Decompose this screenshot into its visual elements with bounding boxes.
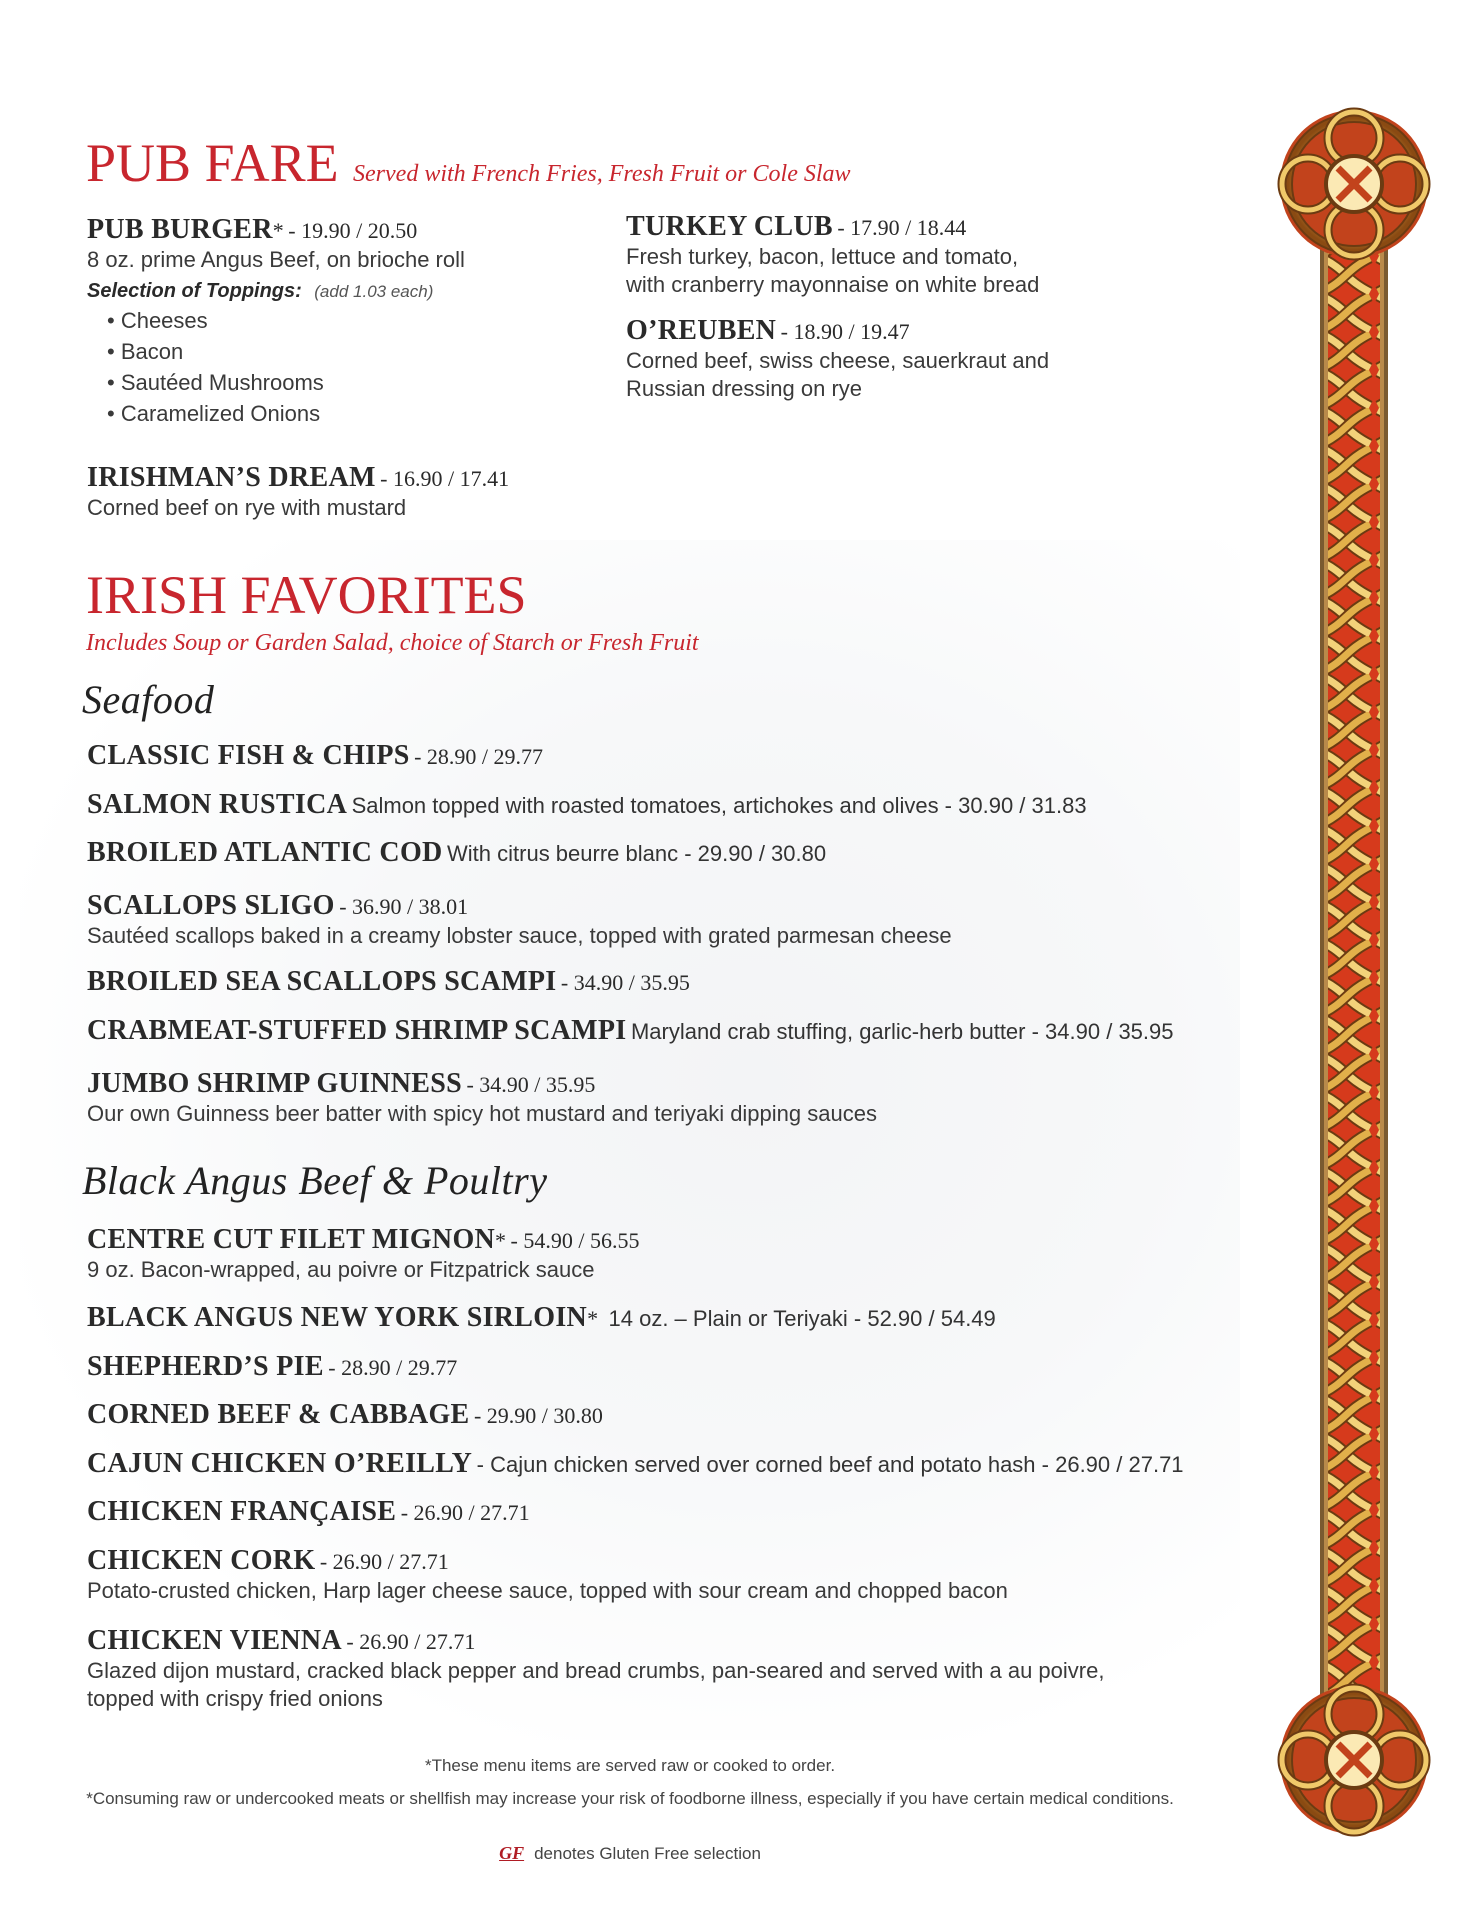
item-name: CENTRE CUT FILET MIGNON	[87, 1224, 496, 1255]
toppings-header	[87, 280, 627, 303]
oreuben	[626, 315, 1086, 403]
menu-item-cajun-chicken	[87, 1448, 1184, 1480]
item-name: CLASSIC FISH & CHIPS	[87, 740, 410, 771]
item-desc: topped with crispy fried onions	[87, 1686, 383, 1711]
gf-label: GF	[499, 1843, 525, 1863]
menu-item-ny-sirloin	[87, 1302, 996, 1334]
pub-fare-header	[86, 133, 851, 193]
item-desc: Sautéed scallops baked in a creamy lobster sauce, topped with grated parmesan cheese	[87, 923, 952, 948]
item-price: - 18.90 / 19.47	[780, 319, 910, 344]
item-inline-desc: With citrus beurre blanc - 29.90 / 30.80	[447, 841, 827, 866]
turkey-club	[626, 211, 1086, 299]
item-name: SHEPHERD’S PIE	[87, 1351, 324, 1382]
irish-favorites-title: IRISH FAVORITES	[86, 565, 527, 625]
celtic-knot-bottom	[1280, 1686, 1428, 1834]
celtic-border-ornament	[1262, 104, 1446, 1840]
item-name: TURKEY CLUB	[626, 211, 833, 242]
celtic-knot-top	[1280, 110, 1428, 258]
menu-item-scallops-sligo	[87, 890, 952, 950]
pub-fare-title: PUB FARE	[86, 133, 339, 193]
item-name: JUMBO SHRIMP GUINNESS	[87, 1068, 463, 1099]
item-name: SALMON RUSTICA	[87, 789, 348, 820]
item-price: - 29.90 / 30.80	[473, 1403, 603, 1428]
item-price: - 16.90 / 17.41	[380, 466, 510, 491]
footer-gf-note	[0, 1843, 1260, 1864]
menu-item-chicken-vienna	[87, 1625, 1104, 1713]
topping-item: • Sautéed Mushrooms	[107, 370, 324, 395]
topping-item: • Bacon	[107, 339, 184, 364]
item-price: - 34.90 / 35.95	[466, 1072, 596, 1097]
item-name: BROILED SEA SCALLOPS SCAMPI	[87, 966, 557, 997]
menu-item-atlantic-cod	[87, 837, 826, 869]
menu-item-fish-chips	[87, 740, 543, 772]
item-desc: Corned beef on rye with mustard	[87, 495, 407, 520]
footer-raw-note: *These menu items are served raw or cooked to order.	[424, 1756, 836, 1775]
irish-favorites-header	[86, 565, 699, 657]
menu-item-corned-beef	[87, 1399, 603, 1431]
menu-item-chicken-cork	[87, 1545, 1008, 1605]
item-price: - 26.90 / 27.71	[400, 1500, 530, 1525]
item-star: *	[587, 1306, 599, 1331]
menu-item-chicken-francaise	[87, 1496, 530, 1528]
item-desc: Our own Guinness beer batter with spicy hot mustard and teriyaki dipping sauces	[87, 1101, 877, 1126]
item-price: - 26.90 / 27.71	[346, 1629, 476, 1654]
toppings-note: (add 1.03 each)	[314, 282, 434, 301]
item-star: *	[272, 218, 284, 243]
menu-item-filet-mignon	[87, 1224, 639, 1284]
item-desc: Russian dressing on rye	[626, 376, 863, 401]
gf-text: denotes Gluten Free selection	[534, 1844, 761, 1863]
menu-item-crabmeat-shrimp	[87, 1015, 1174, 1047]
footer-warning: *Consuming raw or undercooked meats or shellfish may increase your risk of foodborne illness, especially if you have certain medical conditions.	[86, 1789, 1174, 1808]
menu-item-salmon-rustica	[87, 789, 1087, 821]
item-inline-desc: - Cajun chicken served over corned beef and potato hash - 26.90 / 27.71	[476, 1452, 1184, 1477]
item-price: - 28.90 / 29.77	[414, 744, 544, 769]
beef-poultry-heading: Black Angus Beef & Poultry	[82, 1158, 548, 1203]
item-inline-desc: Maryland crab stuffing, garlic-herb butter - 34.90 / 35.95	[630, 1019, 1174, 1044]
item-star: *	[495, 1228, 507, 1253]
topping-item: • Caramelized Onions	[107, 401, 321, 426]
topping-item: • Cheeses	[107, 308, 208, 333]
item-name: CHICKEN CORK	[87, 1545, 316, 1576]
item-price: - 26.90 / 27.71	[319, 1549, 449, 1574]
item-price: - 34.90 / 35.95	[560, 970, 690, 995]
item-desc: Fresh turkey, bacon, lettuce and tomato,	[626, 244, 1019, 269]
item-desc: with cranberry mayonnaise on white bread	[626, 272, 1040, 297]
pub-burger	[87, 214, 627, 429]
item-name: CORNED BEEF & CABBAGE	[87, 1399, 470, 1430]
irish-favorites-subtitle: Includes Soup or Garden Salad, choice of Starch or Fresh Fruit	[86, 630, 699, 656]
item-name: CHICKEN FRANÇAISE	[87, 1496, 397, 1527]
pub-fare-subtitle: Served with French Fries, Fresh Fruit or Cole Slaw	[353, 161, 851, 187]
item-price: - 54.90 / 56.55	[510, 1228, 640, 1253]
item-name: CHICKEN VIENNA	[87, 1625, 342, 1656]
toppings-label: Selection of Toppings:	[87, 280, 302, 302]
item-price: - 28.90 / 29.77	[328, 1355, 458, 1380]
item-name: IRISHMAN’S DREAM	[87, 462, 376, 493]
seafood-heading: Seafood	[82, 677, 215, 722]
item-desc: 9 oz. Bacon-wrapped, au poivre or Fitzpatrick sauce	[87, 1257, 595, 1282]
item-desc: Corned beef, swiss cheese, sauerkraut and	[626, 348, 1050, 373]
item-name: PUB BURGER	[87, 214, 273, 245]
item-name: O’REUBEN	[626, 315, 777, 346]
item-desc: Potato-crusted chicken, Harp lager cheese sauce, topped with sour cream and chopped bacon	[87, 1578, 1008, 1603]
menu-item-sea-scallops-scampi	[87, 966, 690, 998]
item-inline-desc: Salmon topped with roasted tomatoes, artichokes and olives - 30.90 / 31.83	[351, 793, 1087, 818]
item-name: BROILED ATLANTIC COD	[87, 837, 443, 868]
item-price: - 19.90 / 20.50	[288, 218, 418, 243]
item-price: - 36.90 / 38.01	[339, 894, 469, 919]
menu-item-shepherds-pie	[87, 1351, 457, 1383]
braid-strip	[1328, 224, 1380, 1724]
item-name: SCALLOPS SLIGO	[87, 890, 335, 921]
item-desc: Glazed dijon mustard, cracked black pepper and bread crumbs, pan-seared and served with a au poivre,	[87, 1658, 1105, 1683]
item-name: CAJUN CHICKEN O’REILLY	[87, 1448, 473, 1479]
menu-item-shrimp-guinness	[87, 1068, 877, 1128]
item-price: - 17.90 / 18.44	[837, 215, 967, 240]
item-name: BLACK ANGUS NEW YORK SIRLOIN	[87, 1302, 588, 1333]
item-inline-desc: 14 oz. – Plain or Teriyaki - 52.90 / 54.49	[608, 1306, 996, 1331]
toppings-list	[107, 305, 627, 429]
irishmans-dream	[87, 462, 627, 522]
item-name: CRABMEAT-STUFFED SHRIMP SCAMPI	[87, 1015, 627, 1046]
item-desc: 8 oz. prime Angus Beef, on brioche roll	[87, 247, 465, 272]
